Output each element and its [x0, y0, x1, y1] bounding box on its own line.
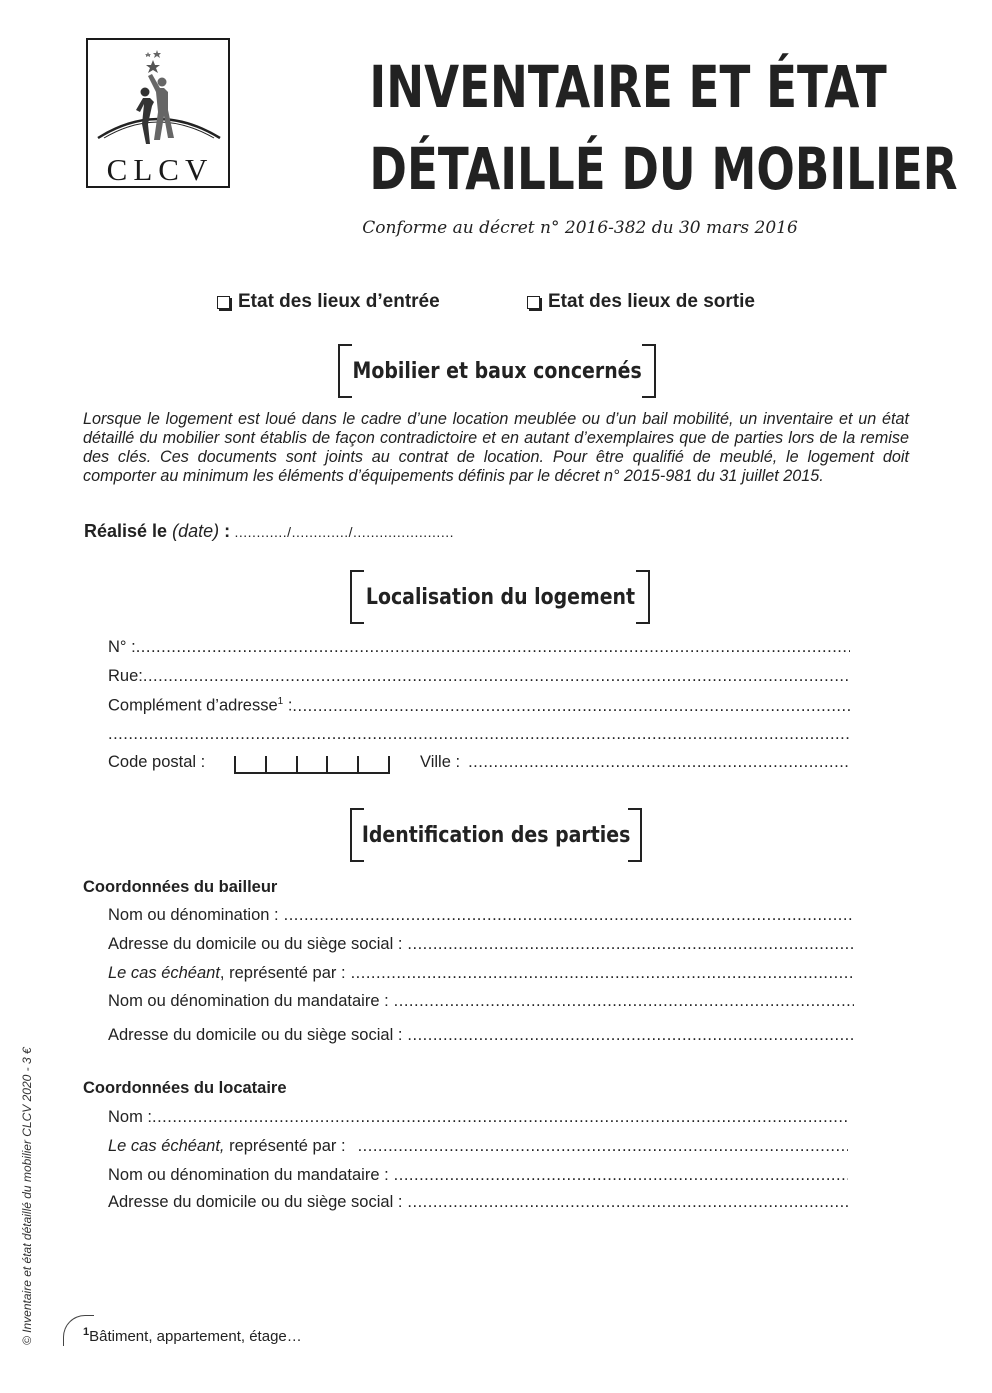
complement-label: Complément d’adresse$^1$ : [108, 696, 293, 715]
locataire-represente-field[interactable] [108, 1137, 848, 1156]
locataire-nom-dots[interactable] [152, 1108, 850, 1127]
date-placeholder[interactable]: ............/............./....................... [230, 524, 454, 540]
bailleur-mandataire-dots[interactable] [394, 992, 854, 1011]
title-line-1: INVENTAIRE ET ÉTAT [369, 53, 887, 121]
bailleur-mandataire-label: Nom ou dénomination du mandataire : [108, 992, 389, 1010]
date-label: Réalisé le [84, 521, 168, 541]
bailleur-nom-dots[interactable] [284, 906, 854, 925]
locataire-adresse-dots[interactable] [407, 1193, 850, 1212]
numero-label: N° : [108, 638, 136, 656]
bailleur-adresse-label: Adresse du domicile ou du siège social : [108, 935, 403, 953]
code-postal-boxes[interactable] [234, 756, 390, 774]
numero-field[interactable] [108, 638, 850, 657]
bailleur-nom-label: Nom ou dénomination : [108, 906, 279, 924]
logo-text: CLCV [106, 152, 214, 187]
code-postal-label: Code postal : [108, 753, 206, 771]
locataire-mandataire-field[interactable] [108, 1166, 848, 1185]
bailleur-represente-field[interactable] [108, 964, 854, 983]
ville-field[interactable] [420, 753, 850, 772]
bailleur-heading: Coordonnées du bailleur [83, 878, 278, 896]
locataire-represente-label: Le cas échéant, représenté par : [108, 1137, 346, 1155]
locataire-adresse-field[interactable] [108, 1193, 850, 1212]
date-line[interactable] [84, 521, 454, 542]
bailleur-represente-dots[interactable] [351, 964, 854, 983]
locataire-nom-field[interactable] [108, 1108, 850, 1127]
entry-checkbox-label: Etat des lieux d’entrée [238, 291, 440, 312]
rue-label: Rue: [108, 667, 143, 685]
bailleur-mandataire-field[interactable] [108, 992, 854, 1011]
ville-label: Ville : [420, 753, 461, 771]
footnote-text: Bâtiment, appartement, étage… [89, 1328, 302, 1345]
footnote [83, 1326, 302, 1345]
subtitle: Conforme au décret n° 2016-382 du 30 mars 2016 [362, 218, 798, 238]
bailleur-adresse2-label: Adresse du domicile ou du siège social : [108, 1026, 403, 1044]
people-stars-icon [88, 40, 228, 150]
bailleur-adresse-dots[interactable] [407, 935, 854, 954]
section-heading-text: Identification des parties [361, 822, 631, 848]
intro-paragraph: Lorsque le logement est loué dans le cadre d’une location meublée ou d’un bail mobilité, un inventaire et un état détaillé du mobilier sont établis de façon contradictoire et en autant d’exemplaires que de parties lors de la remise des clés. Ces documents sont joints au contrat de location. Pour être qualifié de meublé, le logement doit comporter au minimum les éléments d’équipements définis par le décret n° 2015-981 du 31 juillet 2015. [83, 410, 909, 485]
exit-checkbox-label: Etat des lieux de sortie [548, 291, 755, 312]
checkbox-icon[interactable] [217, 296, 230, 309]
title-line-2: DÉTAILLÉ DU MOBILIER [369, 135, 958, 203]
bailleur-represente-label: Le cas échéant, représenté par : [108, 964, 346, 982]
complement-dots[interactable] [292, 697, 850, 716]
locataire-heading: Coordonnées du locataire [83, 1079, 287, 1097]
footnote-marker: 1 [277, 696, 284, 707]
complement-dots-2[interactable] [108, 725, 850, 744]
exit-checkbox[interactable] [527, 291, 755, 313]
locataire-represente-dots[interactable] [358, 1137, 848, 1156]
locataire-mandataire-dots[interactable] [394, 1166, 848, 1185]
section-heading-mobilier [338, 344, 656, 398]
section-heading-text: Mobilier et baux concernés [352, 358, 642, 384]
copyright-vertical: © Inventaire et état détaillé du mobilier CLCV 2020 - 3 € [20, 1047, 34, 1345]
section-heading-parties [350, 808, 642, 862]
complement-field[interactable] [108, 696, 850, 716]
section-heading-localisation [350, 570, 650, 624]
clcv-logo [86, 38, 230, 188]
bailleur-nom-field[interactable] [108, 906, 854, 925]
bailleur-adresse2-dots[interactable] [407, 1026, 854, 1045]
bailleur-adresse2-field[interactable] [108, 1026, 854, 1045]
rue-field[interactable] [108, 667, 850, 686]
locataire-mandataire-label: Nom ou dénomination du mandataire : [108, 1166, 389, 1184]
numero-dots[interactable] [136, 638, 850, 657]
footnote-number: 1 [83, 1326, 90, 1338]
complement-field-2[interactable] [108, 725, 850, 744]
entry-checkbox[interactable] [217, 291, 440, 313]
date-colon: : [219, 521, 231, 541]
locataire-adresse-label: Adresse du domicile ou du siège social : [108, 1193, 403, 1211]
bailleur-adresse-field[interactable] [108, 935, 854, 954]
checkbox-icon[interactable] [527, 296, 540, 309]
rue-dots[interactable] [143, 667, 850, 686]
section-heading-text: Localisation du logement [365, 584, 635, 610]
date-paren: (date) [172, 521, 220, 541]
ville-dots[interactable] [468, 753, 850, 772]
locataire-nom-label: Nom : [108, 1108, 153, 1126]
